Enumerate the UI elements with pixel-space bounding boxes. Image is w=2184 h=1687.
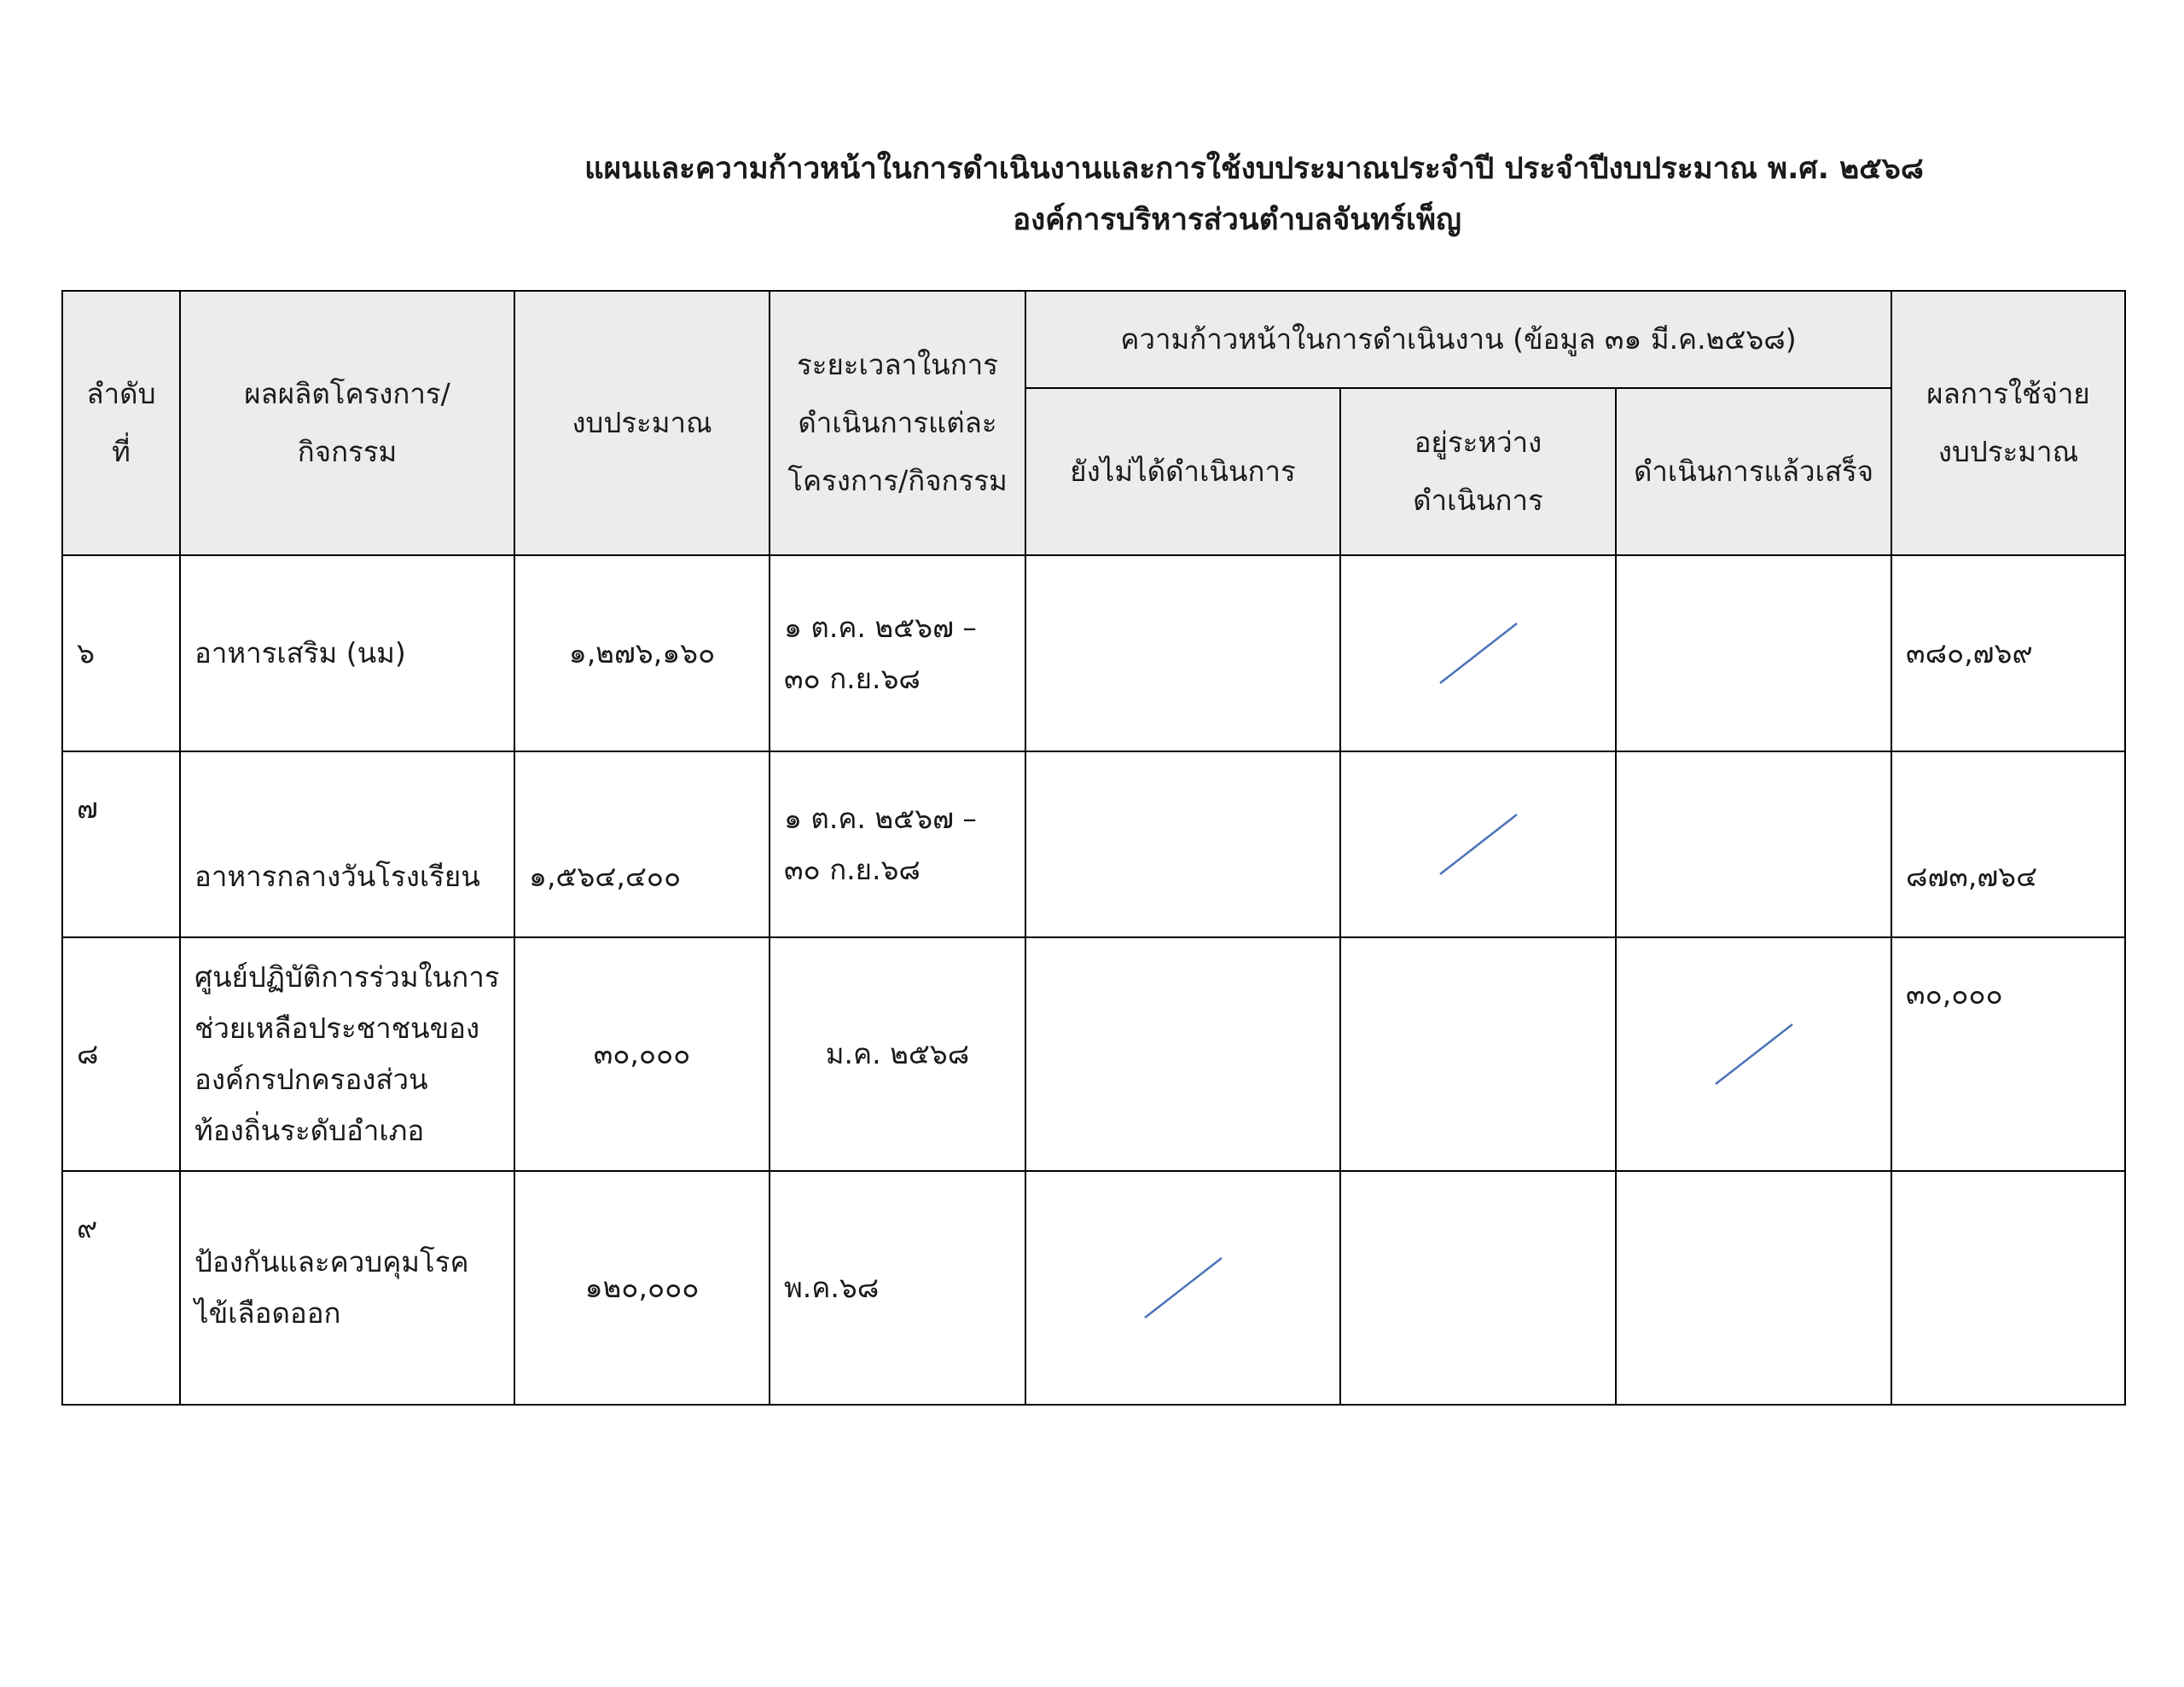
header-row-1 — [62, 291, 2125, 388]
progress-table — [61, 290, 2126, 1406]
header-period — [770, 291, 1025, 555]
project-line: ศูนย์ปฏิบัติการร่วมในการ — [195, 960, 500, 994]
header-project — [180, 291, 514, 555]
header-spending-line1: ผลการใช้จ่าย — [1926, 377, 2090, 410]
row-no-text: ๗ — [77, 791, 98, 825]
status-in-progress-cell — [1340, 1171, 1616, 1405]
spent-value: ๓๘๐,๗๖๙ — [1906, 636, 2033, 670]
row-project — [180, 1171, 514, 1405]
project-line: ท้องถิ่นระดับอำเภอ — [195, 1114, 425, 1147]
row-budget — [514, 555, 770, 751]
row-budget — [514, 751, 770, 937]
row-spent — [1891, 555, 2125, 751]
tick-mark — [1436, 619, 1521, 687]
row-no — [62, 751, 180, 937]
status-completed-cell — [1616, 1171, 1891, 1405]
status-not-started-cell — [1025, 555, 1340, 751]
project-line: อาหารกลางวันโรงเรียน — [195, 860, 480, 893]
header-spending — [1891, 291, 2125, 555]
period-line: ๓๐ ก.ย.๖๘ — [784, 662, 921, 695]
header-period-line1: ระยะเวลาในการ — [797, 348, 998, 381]
row-no — [62, 555, 180, 751]
header-budget — [514, 291, 770, 555]
header-in-progress — [1340, 388, 1616, 555]
header-period-line2: ดำเนินการแต่ละ — [798, 406, 997, 439]
row-period — [770, 1171, 1025, 1405]
header-completed-text: ดำเนินการแล้วเสร็จ — [1633, 455, 1874, 488]
row-no-text: ๙ — [77, 1211, 98, 1244]
row-spent — [1891, 1171, 2125, 1405]
row-project — [180, 751, 514, 937]
period-line: ม.ค. ๒๕๖๘ — [825, 1037, 970, 1070]
period-line: ๑ ต.ค. ๒๕๖๗ – — [784, 611, 977, 644]
table-row — [62, 555, 2125, 751]
row-project — [180, 555, 514, 751]
header-no — [62, 291, 180, 555]
row-spent — [1891, 751, 2125, 937]
budget-value: ๓๐,๐๐๐ — [593, 1037, 691, 1070]
status-in-progress-cell — [1340, 937, 1616, 1171]
period-line: ๑ ต.ค. ๒๕๖๗ – — [784, 802, 977, 835]
status-not-started-cell — [1025, 751, 1340, 937]
row-budget — [514, 1171, 770, 1405]
organization-name: องค์การบริหารส่วนตำบลจันทร์เพ็ญ — [1013, 203, 1461, 237]
header-no-line1: ลำดับ — [86, 377, 156, 410]
row-no — [62, 937, 180, 1171]
period-line: ๓๐ ก.ย.๖๘ — [784, 853, 921, 886]
header-progress — [1025, 291, 1891, 388]
status-completed-cell — [1616, 751, 1891, 937]
row-period — [770, 937, 1025, 1171]
status-completed-cell — [1616, 937, 1891, 1171]
row-period — [770, 751, 1025, 937]
period-line: พ.ค.๖๘ — [784, 1271, 880, 1304]
project-line: ช่วยเหลือประชาชนของ — [195, 1012, 480, 1045]
table-row — [62, 937, 2125, 1171]
header-in-progress-line1: อยู่ระหว่าง — [1414, 426, 1542, 459]
header-spending-line2: งบประมาณ — [1937, 435, 2079, 468]
tick-mark — [1141, 1254, 1226, 1322]
status-completed-cell — [1616, 555, 1891, 751]
header-budget-text: งบประมาณ — [572, 406, 712, 439]
header-not-started — [1025, 388, 1340, 555]
status-in-progress-cell — [1340, 751, 1616, 937]
row-project — [180, 937, 514, 1171]
spent-value: ๓๐,๐๐๐ — [1906, 977, 2003, 1011]
budget-value: ๑,๒๗๖,๑๖๐ — [568, 636, 716, 670]
budget-value: ๑๒๐,๐๐๐ — [584, 1271, 700, 1304]
header-completed — [1616, 388, 1891, 555]
tick-mark — [1711, 1020, 1797, 1088]
project-line: ป้องกันและควบคุมโรค — [195, 1245, 469, 1278]
row-period — [770, 555, 1025, 751]
budget-value: ๑,๕๖๔,๔๐๐ — [529, 860, 682, 893]
row-no-text: ๖ — [77, 636, 95, 670]
header-not-started-text: ยังไม่ได้ดำเนินการ — [1070, 455, 1296, 488]
header-project-line1: ผลผลิตโครงการ/ — [244, 377, 450, 410]
tick-mark — [1436, 810, 1521, 878]
project-line: ไข้เลือดออก — [195, 1296, 341, 1330]
table-row — [62, 1171, 2125, 1405]
project-line: องค์กรปกครองส่วน — [195, 1063, 428, 1096]
row-no-text: ๘ — [77, 1037, 99, 1070]
row-spent — [1891, 937, 2125, 1171]
status-not-started-cell — [1025, 937, 1340, 1171]
row-no — [62, 1171, 180, 1405]
status-in-progress-cell — [1340, 555, 1616, 751]
table-row — [62, 751, 2125, 937]
header-project-line2: กิจกรรม — [297, 435, 398, 468]
project-line: อาหารเสริม (นม) — [195, 636, 406, 670]
header-progress-text: ความก้าวหน้าในการดำเนินงาน (ข้อมูล ๓๑ มี.ค.๒๕๖๘) — [1120, 322, 1797, 356]
status-not-started-cell — [1025, 1171, 1340, 1405]
spent-value: ๘๗๓,๗๖๔ — [1906, 860, 2038, 893]
row-budget — [514, 937, 770, 1171]
header-period-line3: โครงการ/กิจกรรม — [787, 464, 1008, 497]
header-no-line2: ที่ — [112, 435, 131, 468]
header-in-progress-line2: ดำเนินการ — [1413, 484, 1543, 517]
document-title: แผนและความก้าวหน้าในการดำเนินงานและการใช้งบประมาณประจำปี ประจำปีงบประมาณ พ.ศ. ๒๕๖๘ — [584, 152, 1924, 186]
